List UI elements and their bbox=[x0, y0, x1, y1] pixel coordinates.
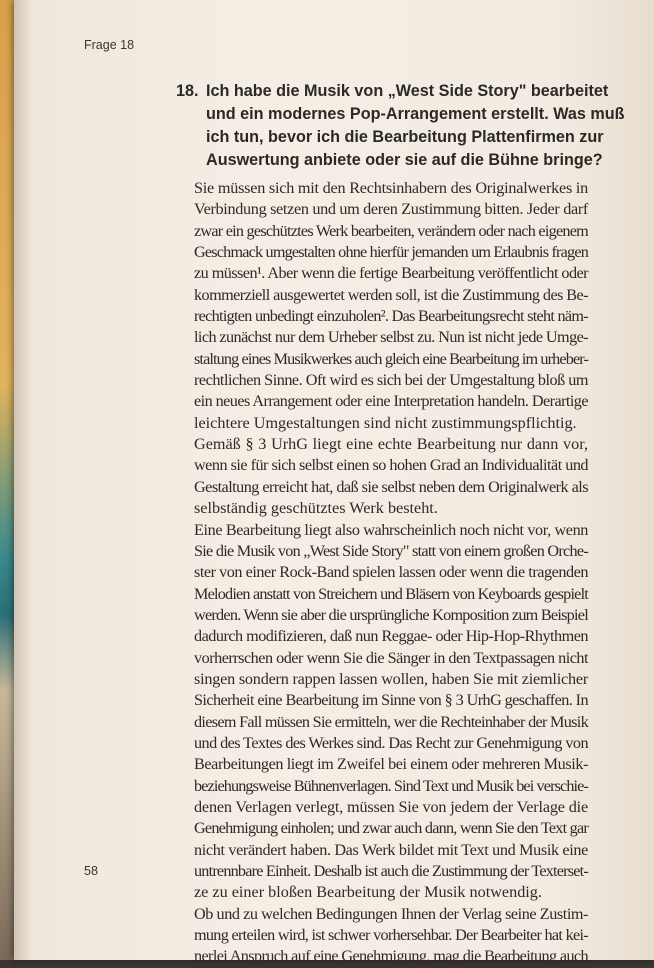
text-line: wenn sie für sich selbst einen so hohen Grad an Individualität und bbox=[194, 456, 588, 475]
text-line: und des Textes des Werkes sind. Das Recht zur Genehmigung von bbox=[194, 733, 588, 752]
text-line: selbständig geschütztes Werk besteht. bbox=[194, 499, 438, 518]
paragraph bbox=[176, 178, 588, 434]
text-line: ze zu einer bloßen Bearbeitung der Musik notwendig. bbox=[194, 883, 542, 902]
text-line: diesem Fall müssen Sie ermitteln, wer die Rechteinhaber der Musik bbox=[194, 712, 588, 731]
book-page bbox=[14, 0, 654, 966]
text-line: Bearbeitungen liegt im Zweifel bei einem oder mehreren Musik- bbox=[194, 755, 588, 774]
text-line: singen sondern rappen lassen wollen, haben Sie mit ziemlicher bbox=[194, 669, 588, 688]
page-number: 58 bbox=[84, 864, 98, 878]
text-line: rechtlichen Sinne. Oft wird es sich bei der Umgestaltung bloß um bbox=[194, 371, 588, 390]
running-header: Frage 18 bbox=[84, 38, 135, 52]
text-line: ein neues Arrangement oder eine Interpretation handeln. Derartige bbox=[194, 392, 588, 411]
text-line: kommerziell ausgewertet werden soll, ist die Zustimmung des Be- bbox=[194, 285, 588, 304]
question-line: Auswertung anbiete oder sie auf die Bühne bringe? bbox=[206, 151, 603, 169]
text-line: Geschmack umgestalten ohne hierfür jemanden um Erlaubnis fragen bbox=[194, 243, 588, 262]
text-line: leichtere Umgestaltungen sind nicht zustimmungspflichtig. bbox=[194, 413, 577, 432]
question-line: ich tun, bevor ich die Bearbeitung Plattenfirmen zur bbox=[206, 128, 604, 146]
text-line: mung erteilen wird, ist schwer vorhersehbar. Der Bearbeiter hat kei- bbox=[194, 926, 588, 945]
text-line: Sicherheit eine Bearbeitung im Sinne von § 3 UrhG geschaffen. In bbox=[194, 691, 588, 710]
text-line: lich zunächst nur dem Urheber selbst zu. Nun ist nicht jede Umge- bbox=[194, 328, 588, 347]
text-line: Gemäß § 3 UrhG liegt eine echte Bearbeitung nur dann vor, bbox=[194, 435, 588, 454]
text-line: Genehmigung einholen; und zwar auch dann, wenn Sie den Text gar bbox=[194, 819, 588, 838]
paragraph bbox=[176, 434, 588, 519]
text-line: denen Verlagen verlegt, müssen Sie von jedem der Verlage die bbox=[194, 797, 588, 816]
paragraph bbox=[176, 520, 588, 904]
text-line: Gestaltung erreicht hat, daß sie selbst neben dem Originalwerk als bbox=[194, 477, 588, 496]
text-line: zwar ein geschütztes Werk bearbeiten, verändern oder nach eigenem bbox=[194, 221, 588, 240]
question-line bbox=[176, 80, 626, 103]
text-line: dadurch modifizieren, daß nun Reggae- oder Hip-Hop-Rhythmen bbox=[194, 627, 588, 646]
answer-body bbox=[176, 178, 588, 968]
text-line: nerlei Anspruch auf eine Genehmigung, mag die Bearbeitung auch bbox=[194, 947, 588, 966]
question-text: Ich habe die Musik von „West Side Story" bearbeitet bbox=[206, 82, 609, 100]
text-line: nicht verändert haben. Das Werk bildet mit Text und Musik eine bbox=[194, 840, 588, 859]
text-line: Eine Bearbeitung liegt also wahrscheinlich noch nicht vor, wenn bbox=[194, 520, 588, 539]
text-line: staltung eines Musikwerkes auch gleich eine Bearbeitung im urheber- bbox=[194, 349, 588, 368]
text-line: ster von einer Rock-Band spielen lassen oder wenn die tragenden bbox=[194, 563, 588, 582]
text-line: Verbindung setzen und um deren Zustimmung bitten. Jeder darf bbox=[194, 200, 588, 219]
text-line: beziehungsweise Bühnenverlagen. Sind Text und Musik bei verschie- bbox=[194, 776, 588, 795]
text-line: untrennbare Einheit. Deshalb ist auch die Zustimmung der Texterset- bbox=[194, 862, 588, 880]
text-line: Melodien anstatt von Streichern und Bläsern von Keyboards gespielt bbox=[194, 584, 588, 603]
paragraph bbox=[176, 904, 588, 968]
text-line: vorherrschen oder wenn Sie die Sänger in den Textpassagen nicht bbox=[194, 648, 588, 667]
text-line: werden. Wenn sie aber die ursprüngliche Komposition zum Beispiel bbox=[194, 605, 588, 624]
text-line: zu müssen¹. Aber wenn die fertige Bearbeitung veröffentlicht oder bbox=[194, 264, 588, 283]
text-line: Sie die Musik von „West Side Story" statt von einem großen Orche- bbox=[194, 541, 588, 560]
text-line: rechtigten unbedingt einzuholen². Das Bearbeitungsrecht steht näm- bbox=[194, 307, 588, 326]
text-line: Sie müssen sich mit den Rechtsinhabern des Originalwerkes in bbox=[194, 179, 588, 197]
question-line: und ein modernes Pop-Arrangement erstellt. Was muß bbox=[206, 105, 625, 123]
text-line: Ob und zu welchen Bedingungen Ihnen der Verlag seine Zustim- bbox=[194, 904, 588, 923]
question-heading bbox=[176, 80, 626, 172]
question-number: 18. bbox=[176, 82, 199, 100]
